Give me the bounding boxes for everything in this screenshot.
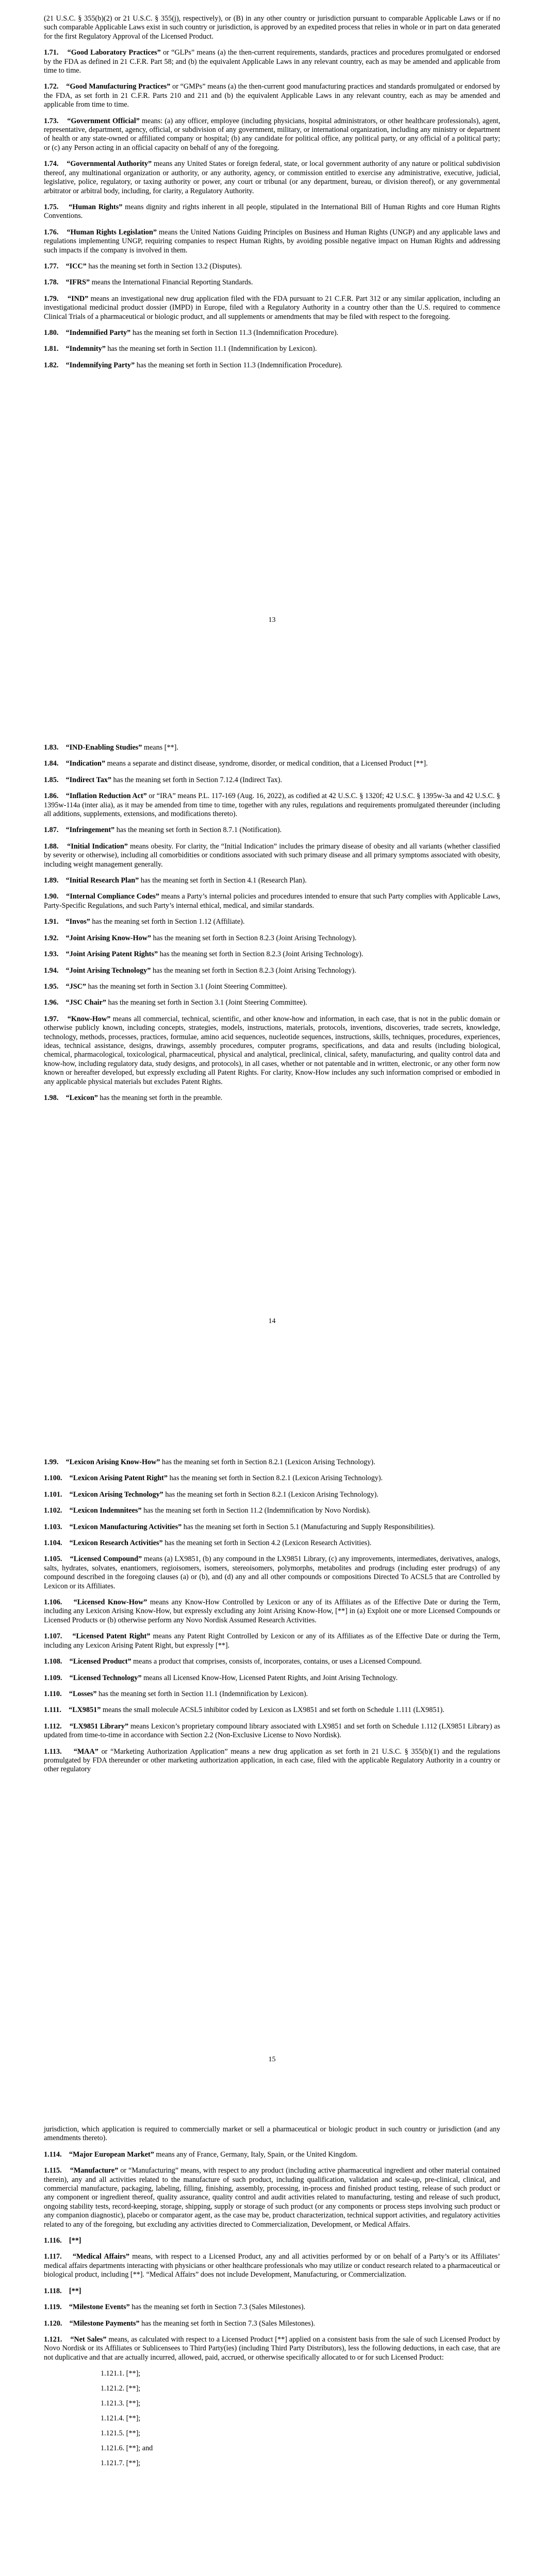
definition-text: has the meaning set forth in Section 8.2.3 (Joint Arising Technology). [151, 934, 357, 942]
definition-text: means an investigational new drug application filed with the FDA pursuant to 21 C.F.R. Part 312 or any similar application, including an investigational medicinal product dossier (IMPD) in Europe, filed with a Regulatory Authority in a country other than the U.S. required to commence Clinical Trials of a pharmaceutical or biologic product, and all supplements or amendments that may be filed with respect to the foregoing. [44, 294, 500, 321]
definition-paragraph [44, 295, 500, 321]
definition-text: has the meaning set forth in Section 8.2.1 (Lexicon Arising Technology). [168, 1474, 383, 1483]
definition-paragraph [44, 203, 500, 221]
definition-text: has the meaning set forth in the preamble. [97, 1093, 223, 1102]
section-number: 1.79. [44, 294, 59, 303]
definition-paragraph [44, 117, 500, 153]
definition-paragraph [44, 1094, 500, 1103]
definition-paragraph [44, 82, 500, 109]
section-number: 1.90. [44, 892, 59, 901]
defined-term: “Human Rights Legislation” [67, 228, 157, 236]
defined-term: “Initial Research Plan” [65, 876, 139, 885]
defined-term: “MAA” [73, 1747, 98, 1756]
defined-term: “Good Laboratory Practices” [67, 48, 161, 57]
section-number: 1.91. [44, 918, 59, 926]
section-number: 1.121. [44, 2335, 62, 2344]
section-number: 1.120. [44, 2319, 62, 2328]
definition-text: means Lexicon’s proprietary compound library associated with LX9851 and set forth on Schedule 1.112 (LX9851 Library) as updated from time-to-time in accordance with Section 2.2 (Non-Exclusive License to Novo Nordisk). [44, 1722, 500, 1740]
definition-text: means all commercial, technical, scientific, and other know-how and information, in each case, that is not in the public domain or otherwise publicly known, including concepts, strategies, models, instructions, materials, protocols, inventions, discoveries, trade secrets, knowledge, technology, methods, processes, practices, formulae, amino acid sequences, nucleotide sequences, instructions, skills, techniques, procedures, experiences, ideas, technical assistance, designs, drawings, assembly procedures, computer programs, specifications, and data and results (including biological, chemical, pharmacological, toxicological, pharmaceutical, physical and analytical, preclinical, clinical, safety, manufacturing, and quality control data and know-how, including regulatory data, study designs, and protocols), in all cases, whether or not patentable and in written, electronic, or any other form now known or hereafter developed, but expressly excluding all Patent Rights. For clarity, Know-How includes any such information comprised or embodied in any applicable physical materials but excludes Patent Rights. [44, 1014, 500, 1086]
section-number: 1.94. [44, 966, 59, 975]
section-number: 1.75. [44, 202, 59, 211]
definition-text: means the International Financial Reporting Standards. [90, 278, 253, 287]
section-number: 1.87. [44, 826, 59, 835]
definition-text: has the meaning set forth in Section 4.1 (Research Plan). [139, 876, 307, 885]
definition-text: means dignity and rights inherent in all people, stipulated in the International Bill of Human Rights and core Human Rights Conventions. [44, 202, 500, 221]
section-number: 1.109. [44, 1673, 62, 1682]
definition-text: has the meaning set forth in Section 13.2 (Disputes). [86, 262, 242, 270]
definition-paragraph [44, 1523, 500, 1532]
definition-paragraph [44, 2125, 500, 2143]
sub-item: 1.121.3. [**]; [101, 2399, 141, 2408]
definition-paragraph [44, 345, 500, 353]
definition-text: has the meaning set forth in Section 11.1 (Indemnification by Lexicon). [96, 1689, 308, 1698]
section-number: 1.111. [44, 1706, 61, 1715]
section-number: 1.103. [44, 1522, 62, 1531]
defined-term: “Lexicon Indemnitees” [69, 1506, 142, 1515]
defined-term: “Lexicon Arising Know-How” [65, 1458, 160, 1466]
defined-term: “IND” [68, 294, 89, 303]
defined-term: “Governmental Authority” [67, 160, 152, 168]
definition-paragraph [44, 1632, 500, 1650]
section-number: 1.108. [44, 1657, 62, 1666]
definition-paragraph [44, 2252, 500, 2279]
definition-paragraph [44, 892, 500, 910]
definition-text: means obesity. For clarity, the “Initial Indication” includes the primary disease of obesity and all variants (whether classified by severity or otherwise), including all comorbidities or conditions associated with such primary disease and all primary symptoms associated with obesity, including weight management generally. [44, 842, 501, 869]
page-number: 14 [268, 1317, 276, 1325]
definition-paragraph [44, 2236, 500, 2245]
section-number: 1.101. [44, 1490, 62, 1499]
defined-term: “Losses” [69, 1689, 97, 1698]
section-number: 1.119. [44, 2303, 62, 2312]
sub-item: 1.121.4. [**]; [101, 2414, 141, 2423]
defined-term: “Initial Indication” [67, 842, 128, 851]
defined-term: “Lexicon Research Activities” [69, 1539, 163, 1548]
sub-item: 1.121.2. [**]; [101, 2384, 141, 2393]
definition-paragraph [44, 2319, 500, 2328]
section-number: 1.99. [44, 1458, 59, 1466]
section-number: 1.81. [44, 345, 59, 353]
defined-term: “Know-How” [67, 1014, 111, 1023]
defined-term: “Licensed Technology” [69, 1673, 142, 1682]
defined-term: [**] [69, 2236, 81, 2245]
section-number: 1.78. [44, 278, 59, 287]
definition-text: means the United Nations Guiding Principles on Business and Human Rights (UNGP) and any applicable laws and regulations implementing UNGP, requiring companies to respect Human Rights, by avoiding possible negative impact on Human Rights and addressing such impacts if the company is involved in them. [44, 228, 501, 255]
definition-paragraph [44, 1674, 500, 1683]
section-number: 1.77. [44, 262, 59, 270]
definition-paragraph [44, 2166, 500, 2229]
definition-text: means a product that comprises, consists of, incorporates, contains, or uses a Licensed Compound. [131, 1657, 422, 1666]
section-number: 1.83. [44, 743, 59, 752]
definition-text: has the meaning set forth in Section 8.2.1 (Lexicon Arising Technology). [163, 1490, 378, 1499]
definition-text: or “GMPs” means (a) the then-current good manufacturing practices and standards promulgated or endorsed by the FDA, as set forth in 21 C.F.R. Parts 210 and 211 and (b) the equivalent Applicable Laws in any relevant country, each as may be amended and applicable from time to time. [44, 82, 501, 109]
definition-paragraph [44, 1690, 500, 1699]
definition-text: means the small molecule ACSL5 inhibitor coded by Lexicon as LX9851 and set forth on Schedule 1.111 (LX9851). [101, 1706, 444, 1715]
definition-text: means: (a) any officer, employee (including physicians, hospital administrators, or other healthcare professionals), agent, representative, department, agency, official, or subdivision of any government, military, or international organization, including any ministry or department of health or any state-owned or affiliated company or hospital; (b) any candidate for political office, any political party, or any official of a political party; or (c) any Person acting in an official capacity on behalf of any of the foregoing. [44, 116, 500, 152]
defined-term: “Joint Arising Know-How” [65, 934, 152, 942]
definition-paragraph [44, 361, 500, 370]
page-number: 15 [268, 2056, 276, 2063]
definition-paragraph [44, 918, 500, 926]
definition-text: means any of France, Germany, Italy, Spain, or the United Kingdom. [154, 2150, 358, 2159]
defined-term: “Milestone Payments” [69, 2319, 140, 2328]
definition-paragraph [44, 2303, 500, 2312]
definition-text: means any United States or foreign federal, state, or local government authority of any nature or political subdivision thereof, any multinational organization or authority, or any authority, agency, or commission entitled to exercise any administrative, executive, judicial, legislative, police, regulatory, or taxing authority or power, any court or tribunal (or any department, bureau, or division thereof), or any governmental arbitrator or arbitral body, including, for clarity, a Regulatory Authority. [44, 160, 501, 195]
defined-term: “IND-Enabling Studies” [65, 743, 142, 752]
section-number: 1.98. [44, 1093, 59, 1102]
defined-term: “Invos” [65, 918, 90, 926]
definition-paragraph [44, 776, 500, 785]
definition-text: has the meaning set forth in Section 4.2 (Lexicon Research Activities). [162, 1539, 372, 1548]
defined-term: “IFRS” [65, 278, 90, 287]
sub-item: 1.121.5. [**]; [101, 2429, 141, 2438]
defined-term: “Lexicon Arising Technology” [69, 1490, 163, 1499]
definition-paragraph [44, 160, 500, 196]
defined-term: “Lexicon Arising Patent Right” [69, 1474, 168, 1483]
section-number: 1.115. [44, 2166, 62, 2175]
document-page-15 [0, 1406, 544, 2110]
definition-text: has the meaning set forth in Section 3.1 (Joint Steering Committee). [106, 998, 307, 1007]
section-number: 1.80. [44, 328, 59, 337]
definition-paragraph [44, 792, 500, 819]
section-number: 1.106. [44, 1598, 62, 1607]
definition-paragraph [44, 1015, 500, 1087]
definition-text: means all Licensed Know-How, Licensed Patent Rights, and Joint Arising Technology. [141, 1673, 398, 1682]
definition-text: or “Manufacturing” means, with respect to any product (including active pharmaceutical ingredient and other material contained therein), any and all activities related to the manufacture of such product, including qualification, validation and scale-up, pre-clinical, clinical, and commercial manufacture, packaging, labeling, filling, finishing, assembly, processing, in-process and finished product testing, release of such product or any component or ingredient thereof, quality assurance, quality control and audit activities related to manufacturing, testing and release of such product, ongoing stability tests, record-keeping, storage, shipping, supply or storage of such product (or any components or process steps involving such product or any companion diagnostic), placebo or comparator agent, as the case may be, product characterization, technical support activities, and regulatory activities related to any of the foregoing, but excluding any activities directed to Commercialization, Development, or Medical Affairs. [44, 2166, 500, 2229]
defined-term: “LX9851 Library” [69, 1722, 129, 1731]
definition-paragraph [44, 1555, 500, 1591]
defined-term: “Indication” [65, 759, 106, 768]
section-number: 1.88. [44, 842, 59, 851]
defined-term: “Manufacture” [70, 2166, 119, 2175]
definition-paragraph [44, 982, 500, 991]
definition-text: (21 U.S.C. § 355(b)(2) or 21 U.S.C. § 355(j), respectively), or (B) in any other country or jurisdiction pursuant to comparable Applicable Laws or if no such comparable Applicable Laws exist in such country or jurisdiction, is approved by an expedited process that relies in whole or in part on data generated for the first Regulatory Approval of the Licensed Product. [44, 14, 500, 41]
definition-text: has the meaning set forth in Section 11.2 (Indemnification by Novo Nordisk). [141, 1506, 371, 1515]
defined-term: “Medical Affairs” [72, 2252, 129, 2261]
section-number: 1.93. [44, 950, 59, 959]
definition-text: means (a) LX9851, (b) any compound in the LX9851 Library, (c) any improvements, intermediates, derivatives, analogs, salts, hydrates, solvates, enantiomers, regioisomers, isomers, stereoisomers, polymorphs, metabolites and prodrugs (including ester prodrugs) of any compound described in the foregoing clauses (a) or (b), and (d) any and all other compounds or compositions Directed To ACSL5 that are Controlled by Lexicon or its Affiliates. [44, 1555, 501, 1590]
definition-paragraph [44, 1722, 500, 1740]
section-number: 1.112. [44, 1722, 62, 1731]
definition-paragraph [44, 228, 500, 255]
definition-text: means a separate and distinct disease, syndrome, disorder, or medical condition, that a Licensed Product [**]. [105, 759, 428, 768]
definition-text: means [**]. [142, 743, 178, 752]
definition-paragraph [44, 826, 500, 835]
document-page-13 [0, 0, 544, 703]
section-number: 1.73. [44, 116, 59, 125]
section-number: 1.86. [44, 792, 59, 801]
section-number: 1.76. [44, 228, 59, 236]
section-number: 1.89. [44, 876, 59, 885]
definition-paragraph [44, 278, 500, 287]
sub-item: 1.121.1. [**]; [101, 2369, 141, 2378]
definition-text: has the meaning set forth in Section 7.12.4 (Indirect Tax). [111, 775, 282, 784]
definition-paragraph [44, 329, 500, 337]
definition-text: has the meaning set forth in Section 3.1 (Joint Steering Committee). [86, 982, 287, 991]
defined-term: “ICC” [65, 262, 87, 270]
defined-term: “LX9851” [69, 1706, 101, 1715]
section-number: 1.102. [44, 1506, 62, 1515]
definition-text: has the meaning set forth in Section 11.3 (Indemnification Procedure). [135, 361, 343, 369]
definition-paragraph [44, 1598, 500, 1625]
section-number: 1.72. [44, 82, 59, 91]
definition-text: has the meaning set forth in Section 8.2.3 (Joint Arising Technology). [158, 950, 364, 959]
definition-text: or “GLPs” means (a) the then-current requirements, standards, practices and procedures promulgated or endorsed by the FDA as defined in 21 C.F.R. Part 58; and (b) the equivalent Applicable Laws in any relevant country, each as may be amended and applicable from time to time. [44, 48, 501, 75]
definition-paragraph [44, 1706, 500, 1715]
defined-term: “Indemnifying Party” [65, 361, 135, 369]
section-number: 1.84. [44, 759, 59, 768]
section-number: 1.74. [44, 160, 59, 168]
definition-text: means any Know-How Controlled by Lexicon or any of its Affiliates as of the Effective Date or during the Term, including any Lexicon Arising Know-How, but expressly excluding any Joint Arising Know-How, [**] in (a) Exploit one or more Licensed Compounds or Licensed Products or (b) otherwise perform any Novo Nordisk Assumed Research Activities. [44, 1598, 500, 1624]
section-number: 1.100. [44, 1474, 62, 1483]
definition-text: or “IRA” means P.L. 117-169 (Aug. 16, 2022), as codified at 42 U.S.C. § 1320f; 42 U.S.C. § 1395w-3a and 42 U.S.C. § 1395w-114a (inter alia), as it may be amended from time to time, together with any rules, regulations and requirements promulgated thereunder (including all additions, supplements, extensions, and modifications thereto). [44, 792, 501, 819]
definition-paragraph [44, 1458, 500, 1467]
defined-term: “Infringement” [65, 826, 115, 835]
definition-paragraph [44, 743, 500, 752]
definition-text: means, with respect to a Licensed Product, any and all activities performed by or on behalf of a Party’s or its Affiliates’ medical affairs departments interacting with physicians or other healthcare professionals who may utilize or conduct research related to a pharmaceutical or biological product, including [**]. “Medical Affairs” does not include Development, Manufacturing, or Commercialization. [44, 2252, 501, 2279]
defined-term: “JSC” [65, 982, 86, 991]
section-number: 1.107. [44, 1632, 62, 1641]
section-number: 1.96. [44, 998, 59, 1007]
definition-paragraph [44, 950, 500, 959]
sub-item: 1.121.6. [**]; and [101, 2444, 153, 2453]
definition-paragraph [44, 1748, 500, 1774]
document-page-16 [0, 2110, 544, 2576]
defined-term: “Inflation Reduction Act” [65, 792, 147, 801]
section-number: 1.118. [44, 2286, 62, 2295]
definition-paragraph [44, 1539, 500, 1548]
definition-text: has the meaning set forth in Section 5.1 (Manufacturing and Supply Responsibilities). [182, 1522, 435, 1531]
defined-term: “Licensed Patent Right” [72, 1632, 151, 1641]
definition-paragraph [44, 14, 500, 41]
defined-term: “Indirect Tax” [65, 775, 111, 784]
section-number: 1.97. [44, 1014, 59, 1023]
definition-text: has the meaning set forth in Section 7.3 (Sales Milestones). [139, 2319, 316, 2328]
defined-term: “Good Manufacturing Practices” [66, 82, 171, 91]
definition-paragraph [44, 842, 500, 869]
defined-term: “Net Sales” [70, 2335, 107, 2344]
definition-paragraph [44, 1657, 500, 1666]
defined-term: “Licensed Know-How” [73, 1598, 147, 1607]
section-number: 1.117. [44, 2252, 62, 2261]
definition-text: has the meaning set forth in Section 11.1 (Indemnification by Lexicon). [105, 345, 317, 353]
defined-term: “Joint Arising Technology” [65, 966, 151, 975]
section-number: 1.104. [44, 1539, 62, 1548]
defined-term: “Milestone Events” [69, 2303, 130, 2312]
document-page-14 [0, 703, 544, 1406]
section-number: 1.82. [44, 361, 59, 369]
definition-paragraph [44, 967, 500, 975]
definition-text: or “Marketing Authorization Application” means a new drug application as set forth in 21 U.S.C. § 355(b)(1) and the regulations promulgated by FDA thereunder or other marketing authorization application, in each case, filed with the applicable Regulatory Authority in a country or other regulatory [44, 1747, 500, 1774]
section-number: 1.71. [44, 48, 59, 57]
defined-term: [**] [69, 2286, 81, 2295]
definition-text: has the meaning set forth in Section 8.7.1 (Notification). [114, 826, 282, 835]
page-number: 13 [268, 616, 276, 624]
definition-paragraph [44, 48, 500, 75]
defined-term: “Lexicon Manufacturing Activities” [69, 1522, 182, 1531]
definition-text: jurisdiction, which application is required to commercially market or sell a pharmaceutical or biologic product in such country or jurisdiction (and any amendments thereto). [44, 2125, 500, 2143]
definition-text: has the meaning set forth in Section 1.12 (Affiliate). [90, 918, 245, 926]
definition-text: has the meaning set forth in Section 8.2.1 (Lexicon Arising Technology). [160, 1458, 375, 1466]
section-number: 1.95. [44, 982, 59, 991]
defined-term: “Government Official” [67, 116, 140, 125]
defined-term: “JSC Chair” [65, 998, 106, 1007]
definition-paragraph [44, 759, 500, 768]
defined-term: “Indemnity” [65, 345, 106, 353]
definition-paragraph [44, 262, 500, 271]
definition-text: means, as calculated with respect to a Licensed Product [**] applied on a consistent basis from the sale of such Licensed Product by Novo Nordisk or its Affiliates or Sublicensees to Third Party(ies) (including Third Party Distributors), less the following deductions, in each case, that are not duplicative and that are actually incurred, allowed, paid, accrued, or otherwise specifically allocated to or for such Licensed Product: [44, 2335, 501, 2362]
defined-term: “Human Rights” [69, 202, 123, 211]
defined-term: “Indemnified Party” [65, 328, 131, 337]
definition-paragraph [44, 2287, 500, 2296]
definition-paragraph [44, 1490, 500, 1499]
section-number: 1.113. [44, 1747, 62, 1756]
definition-paragraph [44, 934, 500, 943]
section-number: 1.85. [44, 775, 59, 784]
definition-paragraph [44, 1474, 500, 1483]
definition-paragraph [44, 2335, 500, 2362]
sub-item: 1.121.7. [**]; [101, 2459, 141, 2468]
section-number: 1.116. [44, 2236, 62, 2245]
defined-term: “Licensed Product” [69, 1657, 131, 1666]
defined-term: “Licensed Compound” [70, 1555, 142, 1564]
definition-text: has the meaning set forth in Section 11.3 (Indemnification Procedure). [130, 328, 339, 337]
definition-paragraph [44, 2150, 500, 2159]
definition-text: means a Party’s internal policies and procedures intended to ensure that such Party complies with Applicable Laws, Party-Specific Regulations, and such Party’s internal ethical, medical, and similar standards. [44, 892, 501, 910]
definition-paragraph [44, 876, 500, 885]
definition-paragraph [44, 998, 500, 1007]
defined-term: “Major European Market” [69, 2150, 154, 2159]
section-number: 1.114. [44, 2150, 62, 2159]
defined-term: “Lexicon” [65, 1093, 98, 1102]
section-number: 1.105. [44, 1555, 62, 1564]
defined-term: “Internal Compliance Codes” [66, 892, 159, 901]
definition-paragraph [44, 1506, 500, 1515]
section-number: 1.92. [44, 934, 59, 942]
definition-text: has the meaning set forth in Section 8.2.3 (Joint Arising Technology). [151, 966, 356, 975]
definition-text: means any Patent Right Controlled by Lexicon or any of its Affiliates as of the Effective Date or during the Term, including any Lexicon Arising Patent Right, but expressly [**]. [44, 1632, 501, 1650]
defined-term: “Joint Arising Patent Rights” [65, 950, 158, 959]
section-number: 1.110. [44, 1689, 62, 1698]
definition-text: has the meaning set forth in Section 7.3 (Sales Milestones). [129, 2303, 306, 2312]
